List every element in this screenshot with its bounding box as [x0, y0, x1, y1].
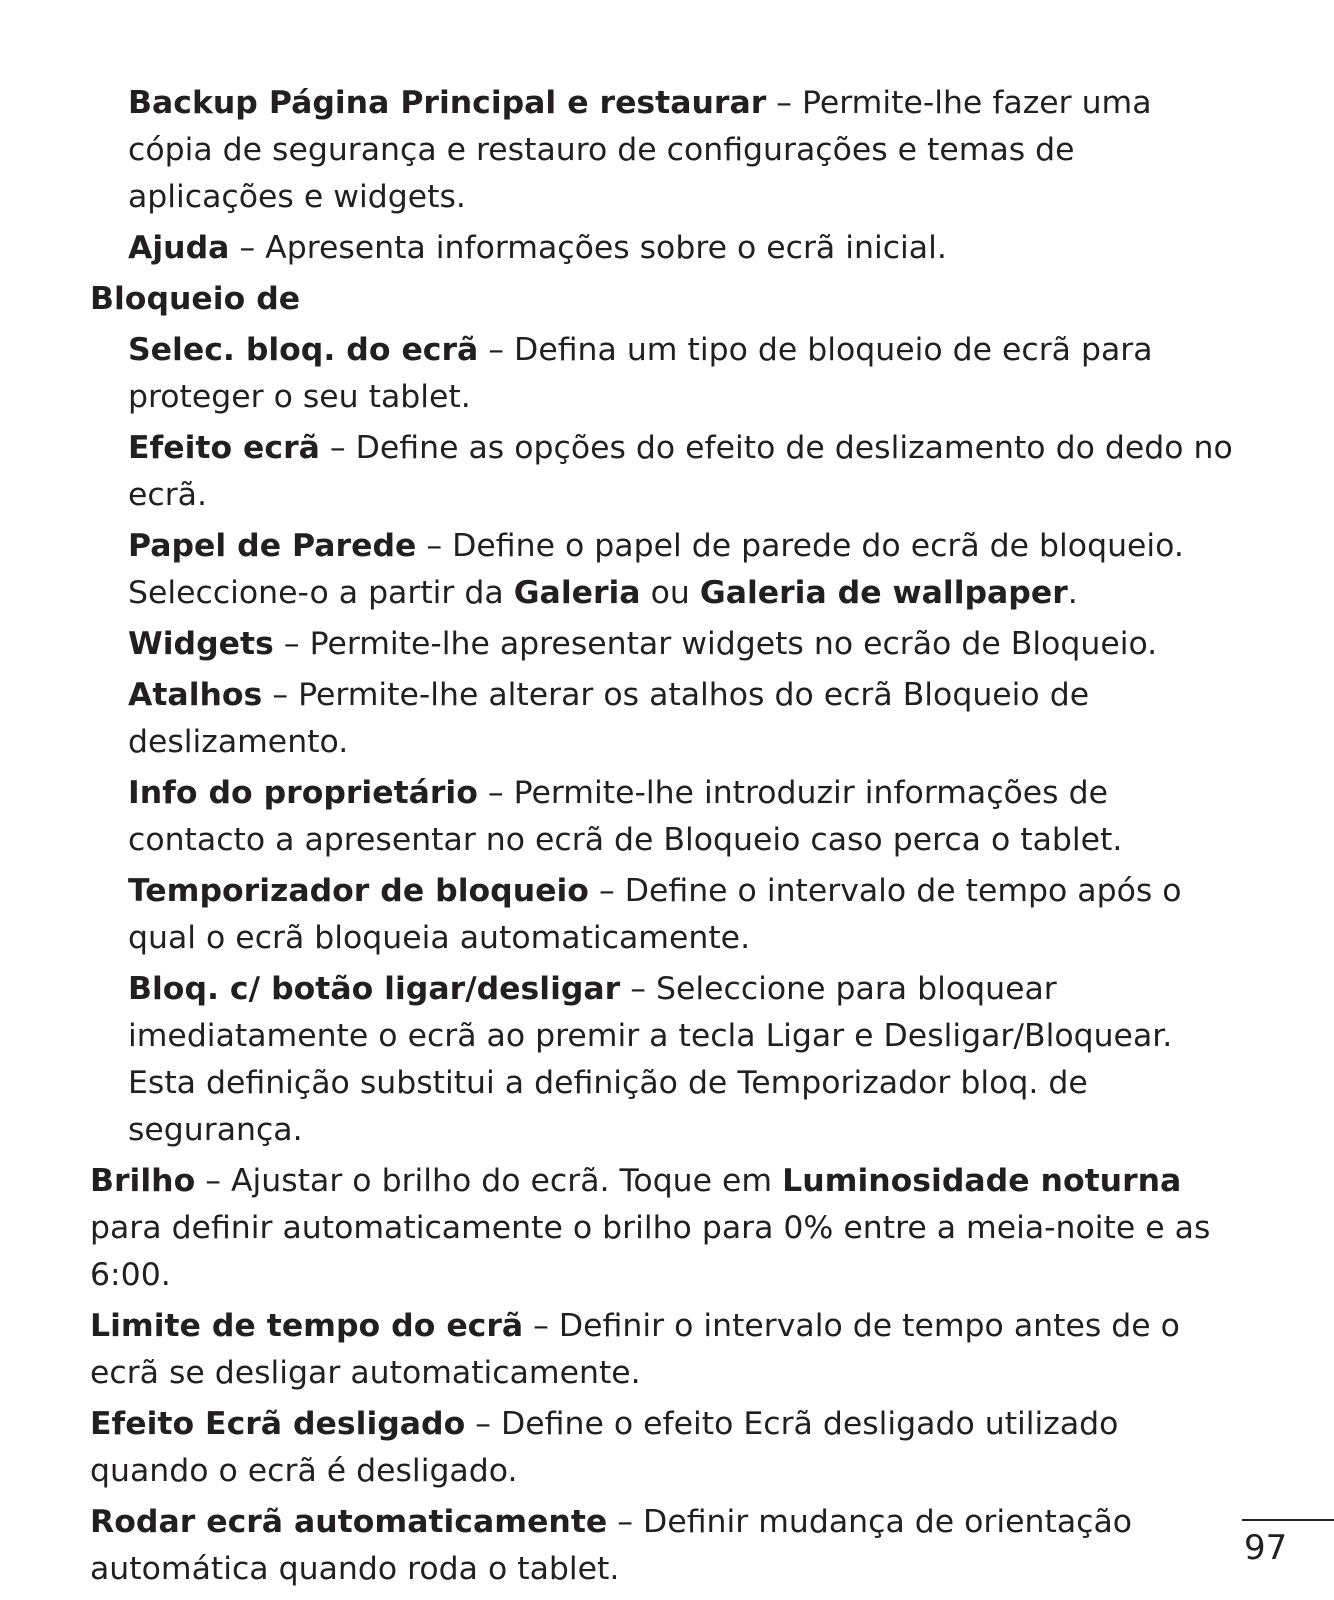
setting-description: – Define o papel de parede do ecrã de bloqueio. Seleccione-o a partir da: [128, 528, 1184, 611]
setting-title: Ajuda: [128, 230, 230, 266]
setting-screen-effect: [90, 425, 1240, 519]
setting-description: – Define as opções do efeito de deslizamento do dedo no ecrã.: [128, 430, 1233, 513]
setting-screen-off-effect: [90, 1401, 1240, 1495]
setting-backup-home: [90, 80, 1240, 221]
setting-screen-lock: [90, 327, 1240, 421]
setting-description: – Permite-lhe introduzir informações de contacto a apresentar no ecrã de Bloqueio caso perca o tablet.: [128, 775, 1123, 858]
setting-lock-timer: [90, 868, 1240, 962]
setting-title: Info do proprietário: [128, 775, 478, 811]
page-number: 97: [1244, 1528, 1288, 1568]
setting-wallpaper: Papel de Parede – Define o papel de parede do ecrã de bloqueio. Seleccione-o a partir da Galeria ou Galeria de wallpaper.: [128, 528, 1184, 611]
setting-title: Rodar ecrã automaticamente: [90, 1504, 608, 1540]
section-heading-lock: [90, 276, 1240, 323]
setting-description: – Definir o intervalo de tempo antes de o ecrã se desligar automaticamente.: [90, 1308, 1180, 1391]
setting-title: Selec. bloq. do ecrã: [128, 332, 479, 368]
setting-title: Bloq. c/ botão ligar/desligar: [128, 971, 621, 1007]
wallpaper-gallery-option: Galeria de wallpaper: [699, 575, 1068, 611]
setting-title: Widgets: [128, 626, 274, 662]
setting-title: Efeito Ecrã desligado: [90, 1406, 466, 1442]
setting-owner-info: [90, 770, 1240, 864]
setting-description: – Defina um tipo de bloqueio de ecrã para proteger o seu tablet.: [128, 332, 1153, 415]
section-title: Bloqueio de: [90, 281, 301, 317]
setting-title: Brilho: [90, 1163, 196, 1199]
setting-shortcuts: [90, 672, 1240, 766]
setting-title: Backup Página Principal e restaurar: [128, 85, 767, 121]
setting-power-button-lock: [90, 966, 1240, 1154]
setting-description: – Seleccione para bloquear imediatamente o ecrã ao premir a tecla Ligar e Desligar/Bloquear. Esta definição substitui a definição de Temporizador bloq. de segurança.: [128, 971, 1173, 1148]
footer-divider: [1242, 1519, 1334, 1521]
setting-description: – Permite-lhe alterar os atalhos do ecrã Bloqueio de deslizamento.: [128, 677, 1090, 760]
setting-title: Temporizador de bloqueio: [128, 873, 589, 909]
setting-widgets: [90, 621, 1240, 668]
setting-description: – Define o intervalo de tempo após o qual o ecrã bloqueia automaticamente.: [128, 873, 1182, 956]
setting-description: – Permite-lhe fazer uma cópia de segurança e restauro de configurações e temas de aplicações e widgets.: [128, 85, 1152, 215]
setting-title: Papel de Parede: [128, 528, 417, 564]
setting-description: – Definir mudança de orientação automática quando roda o tablet.: [90, 1504, 1133, 1587]
setting-title: Atalhos: [128, 677, 263, 713]
gallery-option: Galeria: [513, 575, 641, 611]
setting-help: [90, 225, 1240, 272]
setting-title: Efeito ecrã: [128, 430, 320, 466]
setting-description: – Define o efeito Ecrã desligado utilizado quando o ecrã é desligado.: [90, 1406, 1119, 1489]
setting-brightness: Brilho – Ajustar o brilho do ecrã. Toque em Luminosidade noturna para definir automaticamente o brilho para 0% entre a meia-noite e as 6:00.: [90, 1163, 1211, 1293]
night-brightness-option: Luminosidade noturna: [782, 1163, 1182, 1199]
setting-description: – Ajustar o brilho do ecrã. Toque em: [195, 1163, 783, 1199]
setting-screen-timeout: [90, 1303, 1240, 1397]
setting-title: Limite de tempo do ecrã: [90, 1308, 524, 1344]
setting-description: – Permite-lhe apresentar widgets no ecrão de Bloqueio.: [273, 626, 1158, 662]
page-content: [90, 80, 1240, 1597]
setting-auto-rotate: [90, 1499, 1240, 1593]
setting-description: – Apresenta informações sobre o ecrã inicial.: [229, 230, 947, 266]
